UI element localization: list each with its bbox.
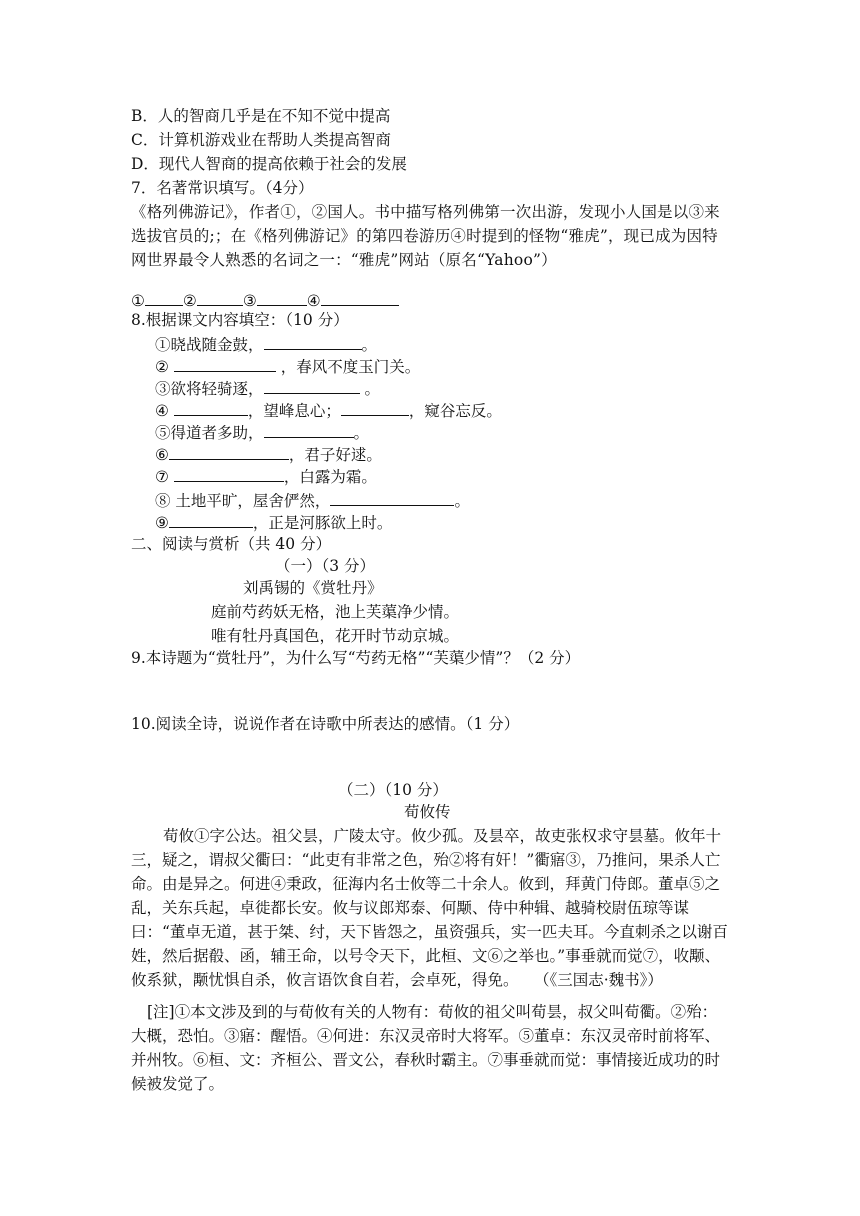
q7-blank-2[interactable] <box>197 288 243 306</box>
poem-line-2: 唯有牡丹真国色，花开时节动京城。 <box>211 627 460 645</box>
poem-title: 刘禹锡的《赏牡丹》 <box>243 579 383 597</box>
q8-item-8-pre: ⑧ 土地平旷，屋舍俨然， <box>155 492 331 510</box>
q8-item-6-post: ，君子好逑。 <box>288 446 382 464</box>
q8-item-3-post: 。 <box>359 380 380 398</box>
q7-mark-2: ② <box>182 292 197 310</box>
part2-heading: （二）（10 分） <box>338 781 448 799</box>
passage-title: 荀攸传 <box>404 803 451 821</box>
option-d: D．现代人智商的提高依赖于社会的发展 <box>131 155 407 173</box>
q7-mark-4: ④ <box>306 292 321 310</box>
q8-item-1-blank[interactable] <box>264 332 362 350</box>
q8-item-6-pre: ⑥ <box>155 446 169 464</box>
q8-item-5-pre: ⑤得道者多助， <box>155 424 264 442</box>
q8-item-8-blank[interactable] <box>330 488 454 506</box>
poem-line-1: 庭前芍药妖无格，池上芙蕖净少情。 <box>211 603 460 621</box>
q8-title: 8.根据课文内容填空：（10 分） <box>131 311 349 329</box>
q7-blank-4[interactable] <box>321 288 399 306</box>
q8-item-2-pre: ② <box>155 358 174 376</box>
q8-item-3-pre: ③欲将轻骑逐， <box>155 380 264 398</box>
q8-item-7-post: ，白露为霜。 <box>283 468 377 486</box>
option-c: C．计算机游戏业在帮助人类提高智商 <box>131 131 391 149</box>
q8-item-1-pre: ①晓战随金鼓， <box>155 336 264 354</box>
q8-item-4-pre: ④ <box>155 402 174 420</box>
q8-item-1-post: 。 <box>361 336 378 354</box>
q8-item-6-blank[interactable] <box>169 442 289 460</box>
q8-item-3-blank[interactable] <box>264 376 360 394</box>
q8-item-2-blank[interactable] <box>174 354 276 372</box>
q7-blank-1[interactable] <box>145 288 183 306</box>
passage-text: 荀攸①字公达。祖父昙，广陵太守。攸少孤。及昙卒，故吏张权求守昙墓。攸年十三，疑之，谓叔父衢曰：“此吏有非常之色，殆②将有奸！”衢寤③，乃推问，果杀人亡命。由是异之。何进④秉政，征海内名士攸等二十余人。攸到，拜黄门侍郎。董卓⑤之乱，关东兵起，卓徙都长安。攸与议郎郑泰、何颙、侍中种辑、越骑校尉伍琼等谋曰：“董卓无道，甚于桀、纣，天下皆怨之，虽资强兵，实一匹夫耳。今直刺杀之以谢百姓，然后据殽、函，辅王命，以号令天下，此桓、文⑥之举也。”事垂就而觉⑦，收颙、攸系狱，颙忧惧自杀，攸言语饮食自若，会卓死，得免。 （《三国志·魏书》） <box>131 827 728 989</box>
q8-item-9-blank[interactable] <box>169 510 253 528</box>
q8-item-7-pre: ⑦ <box>155 468 174 486</box>
q8-item-5-post: 。 <box>353 424 370 442</box>
q8-item-9-post: ，正是河豚欲上时。 <box>252 514 393 532</box>
q8-item-2-post: ，春风不度玉门关。 <box>275 358 421 376</box>
q8-item-7-blank[interactable] <box>174 464 284 482</box>
q8-item-4-blank-b[interactable] <box>341 398 409 416</box>
q8-item-9-pre: ⑨ <box>155 514 169 532</box>
q8-item-4-blank-a[interactable] <box>174 398 248 416</box>
q7-title: 7．名著常识填写。（4分） <box>131 179 314 197</box>
q9: 9.本诗题为“赏牡丹”，为什么写“芍药无格”“芙蕖少情”？（2 分） <box>131 649 581 667</box>
option-b: B．人的智商几乎是在不知不觉中提高 <box>131 107 391 125</box>
q10: 10.阅读全诗，说说作者在诗歌中所表达的感情。（1 分） <box>131 715 520 733</box>
section2-title: 二、阅读与赏析（共 40 分） <box>131 535 332 553</box>
q8-item-7 <box>155 464 377 489</box>
part1-heading: （一）（3 分） <box>275 557 376 575</box>
q8-item-5-blank[interactable] <box>264 420 354 438</box>
q8-item-4-post: ，窥谷忘反。 <box>408 402 502 420</box>
q7-blank-3[interactable] <box>257 288 307 306</box>
q8-item-4-mid: ，望峰息心； <box>247 402 341 420</box>
q7-mark-1: ① <box>131 292 145 310</box>
q8-item-8-post: 。 <box>454 492 470 510</box>
q7-body: 《格列佛游记》，作者①，②国人。书中描写格列佛第一次出游，发现小人国是以③来选拔官员的;；在《格列佛游记》的第四卷游历④时提到的怪物“雅虎”，现已成为因特网世界最令人熟悉的名词之一：“雅虎”网站（原名“Yahoo”） <box>131 203 720 269</box>
passage-note: [注]①本文涉及到的与荀攸有关的人物有：荀攸的祖父叫荀昙，叔父叫荀衢。②殆：大概，恐怕。③寤：醒悟。④何进：东汉灵帝时大将军。⑤董卓：东汉灵帝时前将军、并州牧。⑥桓、文：齐桓公、晋文公，春秋时霸主。⑦事垂就而觉：事情接近成功的时候被发觉了。 <box>131 1003 721 1093</box>
q7-mark-3: ③ <box>242 292 257 310</box>
